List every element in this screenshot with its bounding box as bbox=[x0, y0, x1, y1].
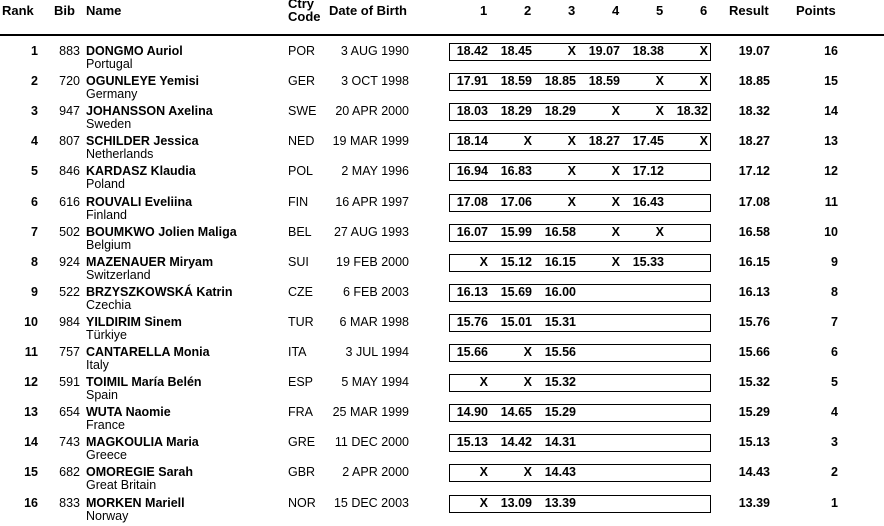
athlete-name: BOUMKWO Jolien Maliga bbox=[86, 224, 237, 239]
rank-cell: 7 bbox=[31, 224, 38, 239]
result-cell: 15.29 bbox=[738, 405, 770, 420]
attempt-2-cell: 15.12 bbox=[500, 254, 532, 269]
attempt-2-cell: 13.09 bbox=[500, 495, 532, 510]
table-row bbox=[0, 375, 884, 405]
attempt-1-cell: 18.14 bbox=[456, 134, 488, 149]
attempt-1-cell: X bbox=[479, 254, 488, 269]
attempt-5-cell: X bbox=[655, 74, 664, 89]
attempt-1-cell: 18.42 bbox=[456, 44, 488, 58]
attempt-5-cell: 16.43 bbox=[632, 194, 664, 209]
bib-cell: 591 bbox=[59, 375, 80, 390]
country-name: Finland bbox=[86, 207, 127, 222]
points-cell: 13 bbox=[824, 134, 838, 149]
country-code: GBR bbox=[288, 465, 316, 480]
table-row bbox=[0, 195, 884, 225]
result-cell: 14.43 bbox=[738, 465, 770, 480]
attempt-3-cell: 18.85 bbox=[544, 74, 576, 89]
attempt-5-cell: X bbox=[655, 104, 664, 119]
date-of-birth: 6 FEB 2003 bbox=[342, 284, 409, 299]
bib-cell: 616 bbox=[59, 194, 80, 209]
athlete-name: TOIMIL María Belén bbox=[86, 375, 202, 390]
date-of-birth: 2 MAY 1996 bbox=[341, 164, 409, 179]
attempt-4-cell: X bbox=[611, 104, 620, 119]
country-code: GRE bbox=[288, 435, 316, 450]
rank-cell: 9 bbox=[31, 284, 38, 299]
attempt-5-cell: 17.12 bbox=[632, 164, 664, 179]
points-cell: 11 bbox=[824, 194, 838, 209]
table-row bbox=[0, 285, 884, 315]
table-row bbox=[0, 255, 884, 285]
points-cell: 9 bbox=[831, 254, 838, 269]
header-points: Points bbox=[796, 3, 836, 18]
bib-cell: 833 bbox=[59, 495, 80, 510]
attempt-1-cell: X bbox=[479, 375, 488, 390]
attempt-4-cell: 18.27 bbox=[588, 134, 620, 149]
rank-cell: 1 bbox=[31, 44, 38, 58]
attempt-5-cell: 18.38 bbox=[632, 44, 664, 58]
attempt-2-cell: 14.65 bbox=[500, 405, 532, 420]
attempt-2-cell: 18.45 bbox=[500, 44, 532, 58]
result-cell: 19.07 bbox=[738, 44, 770, 58]
rank-cell: 5 bbox=[31, 164, 38, 179]
attempt-2-cell: 15.99 bbox=[500, 224, 532, 239]
country-name: Poland bbox=[86, 177, 125, 192]
bib-cell: 924 bbox=[59, 254, 80, 269]
attempt-5-cell: X bbox=[655, 224, 664, 239]
result-cell: 18.32 bbox=[738, 104, 770, 119]
country-code: GER bbox=[288, 74, 316, 89]
rank-cell: 15 bbox=[24, 465, 38, 480]
country-code: NOR bbox=[288, 495, 316, 510]
attempt-2-cell: 15.69 bbox=[500, 284, 532, 299]
table-row bbox=[0, 164, 884, 194]
points-cell: 4 bbox=[831, 405, 838, 420]
attempt-4-cell: X bbox=[611, 194, 620, 209]
points-cell: 10 bbox=[824, 224, 838, 239]
rank-cell: 3 bbox=[31, 104, 38, 119]
country-name: Portugal bbox=[86, 57, 133, 71]
points-cell: 15 bbox=[824, 74, 838, 89]
header-code: Code bbox=[288, 9, 321, 24]
points-cell: 6 bbox=[831, 345, 838, 359]
country-name: Spain bbox=[86, 388, 118, 403]
attempt-1-cell: 17.08 bbox=[456, 194, 488, 209]
rank-cell: 16 bbox=[24, 495, 38, 510]
results-header bbox=[0, 0, 884, 36]
date-of-birth: 6 MAR 1998 bbox=[339, 314, 409, 329]
bib-cell: 720 bbox=[59, 74, 80, 89]
country-code: ITA bbox=[288, 345, 307, 359]
header-attempt-5: 5 bbox=[656, 3, 664, 18]
bib-cell: 743 bbox=[59, 435, 80, 450]
table-row bbox=[0, 134, 884, 164]
attempt-6-cell: X bbox=[699, 44, 708, 58]
points-cell: 8 bbox=[831, 284, 838, 299]
athlete-name: OGUNLEYE Yemisi bbox=[86, 74, 200, 89]
date-of-birth: 25 MAR 1999 bbox=[332, 405, 409, 420]
country-code: ESP bbox=[288, 375, 314, 390]
result-cell: 18.85 bbox=[738, 74, 770, 89]
country-code: SWE bbox=[288, 104, 317, 119]
rank-cell: 2 bbox=[31, 74, 38, 89]
attempt-4-cell: X bbox=[611, 254, 620, 269]
country-code: FRA bbox=[288, 405, 313, 420]
result-cell: 16.13 bbox=[738, 284, 770, 299]
result-cell: 16.58 bbox=[738, 224, 770, 239]
attempt-1-cell: 15.13 bbox=[456, 435, 488, 450]
country-name: Italy bbox=[86, 358, 109, 372]
country-name: Belgium bbox=[86, 237, 132, 252]
attempt-2-cell: X bbox=[523, 134, 532, 149]
attempt-1-cell: 18.03 bbox=[456, 104, 488, 119]
country-code: SUI bbox=[288, 254, 309, 269]
athlete-name: JOHANSSON Axelina bbox=[86, 104, 213, 119]
date-of-birth: 15 DEC 2003 bbox=[333, 495, 409, 510]
rank-cell: 14 bbox=[24, 435, 38, 450]
result-cell: 18.27 bbox=[738, 134, 770, 149]
date-of-birth: 19 FEB 2000 bbox=[336, 254, 409, 269]
country-code: TUR bbox=[288, 314, 314, 329]
result-cell: 15.32 bbox=[738, 375, 770, 390]
result-cell: 17.12 bbox=[738, 164, 770, 179]
country-name: Great Britain bbox=[86, 478, 157, 493]
attempt-4-cell: 19.07 bbox=[588, 44, 620, 58]
result-cell: 15.66 bbox=[738, 345, 770, 359]
attempt-3-cell: X bbox=[567, 164, 576, 179]
rank-cell: 8 bbox=[31, 254, 38, 269]
table-row bbox=[0, 44, 884, 74]
attempt-3-cell: 16.58 bbox=[544, 224, 576, 239]
header-bib: Bib bbox=[54, 3, 75, 18]
header-attempt-4: 4 bbox=[612, 3, 620, 18]
header-name: Name bbox=[86, 3, 122, 18]
attempt-3-cell: 16.15 bbox=[544, 254, 576, 269]
header-divider bbox=[0, 34, 884, 36]
athlete-name: MORKEN Mariell bbox=[86, 495, 185, 510]
athlete-name: YILDIRIM Sinem bbox=[86, 314, 182, 329]
attempt-3-cell: X bbox=[567, 44, 576, 58]
country-code: FIN bbox=[288, 194, 309, 209]
attempt-5-cell: 15.33 bbox=[632, 254, 664, 269]
points-cell: 5 bbox=[831, 375, 838, 390]
points-cell: 12 bbox=[824, 164, 838, 179]
points-cell: 7 bbox=[831, 314, 838, 329]
table-row bbox=[0, 345, 884, 375]
points-cell: 16 bbox=[824, 44, 838, 58]
rank-cell: 13 bbox=[24, 405, 38, 420]
attempt-1-cell: 15.76 bbox=[456, 314, 488, 329]
attempt-3-cell: 14.43 bbox=[544, 465, 576, 480]
date-of-birth: 16 APR 1997 bbox=[335, 194, 409, 209]
country-name: Sweden bbox=[86, 117, 132, 132]
attempt-3-cell: 15.56 bbox=[544, 345, 576, 359]
attempt-2-cell: 15.01 bbox=[500, 314, 532, 329]
attempt-2-cell: X bbox=[523, 375, 532, 390]
country-name: Netherlands bbox=[86, 147, 154, 162]
rank-cell: 11 bbox=[24, 345, 38, 359]
table-row bbox=[0, 315, 884, 345]
attempt-4-cell: X bbox=[611, 164, 620, 179]
header-rank: Rank bbox=[2, 3, 34, 18]
athlete-name: DONGMO Auriol bbox=[86, 44, 183, 58]
attempt-2-cell: X bbox=[523, 345, 532, 359]
table-row bbox=[0, 104, 884, 134]
attempt-6-cell: 18.32 bbox=[676, 104, 708, 119]
attempt-2-cell: 17.06 bbox=[500, 194, 532, 209]
attempt-1-cell: 15.66 bbox=[456, 345, 488, 359]
header-result: Result bbox=[729, 3, 769, 18]
header-attempt-2: 2 bbox=[524, 3, 532, 18]
athlete-name: MAZENAUER Miryam bbox=[86, 254, 214, 269]
date-of-birth: 2 APR 2000 bbox=[342, 465, 409, 480]
attempt-6-cell: X bbox=[699, 74, 708, 89]
country-name: Türkiye bbox=[86, 327, 127, 342]
attempt-3-cell: 15.31 bbox=[544, 314, 576, 329]
attempt-2-cell: 16.83 bbox=[500, 164, 532, 179]
table-row bbox=[0, 465, 884, 495]
header-dob: Date of Birth bbox=[329, 3, 407, 18]
result-cell: 15.13 bbox=[738, 435, 770, 450]
attempt-3-cell: 14.31 bbox=[544, 435, 576, 450]
bib-cell: 846 bbox=[59, 164, 80, 179]
athlete-name: KARDASZ Klaudia bbox=[86, 164, 196, 179]
bib-cell: 807 bbox=[59, 134, 80, 149]
table-row bbox=[0, 405, 884, 435]
country-name: Czechia bbox=[86, 297, 132, 312]
rank-cell: 6 bbox=[31, 194, 38, 209]
country-name: Greece bbox=[86, 448, 127, 463]
date-of-birth: 5 MAY 1994 bbox=[341, 375, 409, 390]
country-code: NED bbox=[288, 134, 315, 149]
bib-cell: 883 bbox=[59, 44, 80, 58]
attempt-1-cell: 16.07 bbox=[456, 224, 488, 239]
result-cell: 13.39 bbox=[738, 495, 770, 510]
attempt-1-cell: 17.91 bbox=[456, 74, 488, 89]
attempt-3-cell: X bbox=[567, 194, 576, 209]
date-of-birth: 19 MAR 1999 bbox=[332, 134, 409, 149]
attempt-3-cell: X bbox=[567, 134, 576, 149]
country-code: POR bbox=[288, 44, 316, 58]
points-cell: 1 bbox=[831, 495, 838, 510]
attempt-2-cell: 18.59 bbox=[500, 74, 532, 89]
athlete-name: SCHILDER Jessica bbox=[86, 134, 199, 149]
date-of-birth: 3 AUG 1990 bbox=[340, 44, 409, 58]
bib-cell: 757 bbox=[59, 345, 80, 359]
date-of-birth: 11 DEC 2000 bbox=[334, 435, 409, 450]
attempt-2-cell: 18.29 bbox=[500, 104, 532, 119]
attempt-4-cell: X bbox=[611, 224, 620, 239]
result-cell: 15.76 bbox=[738, 314, 770, 329]
rank-cell: 4 bbox=[31, 134, 38, 149]
attempt-4-cell: 18.59 bbox=[588, 74, 620, 89]
bib-cell: 522 bbox=[59, 284, 80, 299]
athlete-name: CANTARELLA Monia bbox=[86, 345, 210, 359]
athlete-name: MAGKOULIA Maria bbox=[86, 435, 199, 450]
attempt-2-cell: 14.42 bbox=[500, 435, 532, 450]
attempt-1-cell: 16.13 bbox=[456, 284, 488, 299]
attempt-3-cell: 18.29 bbox=[544, 104, 576, 119]
result-cell: 17.08 bbox=[738, 194, 770, 209]
country-name: Germany bbox=[86, 87, 138, 102]
attempt-6-cell: X bbox=[699, 134, 708, 149]
athlete-name: WUTA Naomie bbox=[86, 405, 171, 420]
country-name: Norway bbox=[86, 508, 129, 523]
bib-cell: 682 bbox=[59, 465, 80, 480]
bib-cell: 984 bbox=[59, 314, 80, 329]
header-attempt-6: 6 bbox=[700, 3, 708, 18]
bib-cell: 654 bbox=[59, 405, 80, 420]
points-cell: 3 bbox=[831, 435, 838, 450]
country-code: CZE bbox=[288, 284, 313, 299]
table-row bbox=[0, 435, 884, 465]
date-of-birth: 3 OCT 1998 bbox=[341, 74, 409, 89]
bib-cell: 502 bbox=[59, 224, 80, 239]
attempt-1-cell: 16.94 bbox=[456, 164, 488, 179]
rank-cell: 10 bbox=[24, 314, 38, 329]
header-attempt-1: 1 bbox=[480, 3, 488, 18]
result-cell: 16.15 bbox=[738, 254, 770, 269]
attempt-1-cell: X bbox=[479, 465, 488, 480]
table-row bbox=[0, 225, 884, 255]
attempt-3-cell: 13.39 bbox=[544, 495, 576, 510]
athlete-name: OMOREGIE Sarah bbox=[86, 465, 193, 480]
country-code: POL bbox=[288, 164, 314, 179]
header-ctry: Ctry bbox=[288, 0, 315, 11]
attempt-1-cell: 14.90 bbox=[456, 405, 488, 420]
country-name: France bbox=[86, 418, 125, 433]
date-of-birth: 3 JUL 1994 bbox=[345, 345, 409, 359]
points-cell: 2 bbox=[831, 465, 838, 480]
athlete-name: ROUVALI Eveliina bbox=[86, 194, 193, 209]
table-row bbox=[0, 74, 884, 104]
header-attempt-3: 3 bbox=[568, 3, 576, 18]
country-code: BEL bbox=[288, 224, 312, 239]
attempt-3-cell: 16.00 bbox=[544, 284, 576, 299]
country-name: Switzerland bbox=[86, 267, 151, 282]
attempt-1-cell: X bbox=[479, 495, 488, 510]
points-cell: 14 bbox=[824, 104, 838, 119]
attempt-2-cell: X bbox=[523, 465, 532, 480]
attempt-5-cell: 17.45 bbox=[632, 134, 664, 149]
attempt-3-cell: 15.29 bbox=[544, 405, 576, 420]
athlete-name: BRZYSZKOWSKÁ Katrin bbox=[86, 284, 233, 299]
rank-cell: 12 bbox=[24, 375, 38, 390]
attempt-3-cell: 15.32 bbox=[544, 375, 576, 390]
date-of-birth: 20 APR 2000 bbox=[335, 104, 409, 119]
table-row bbox=[0, 496, 884, 526]
date-of-birth: 27 AUG 1993 bbox=[333, 224, 409, 239]
bib-cell: 947 bbox=[59, 104, 80, 119]
